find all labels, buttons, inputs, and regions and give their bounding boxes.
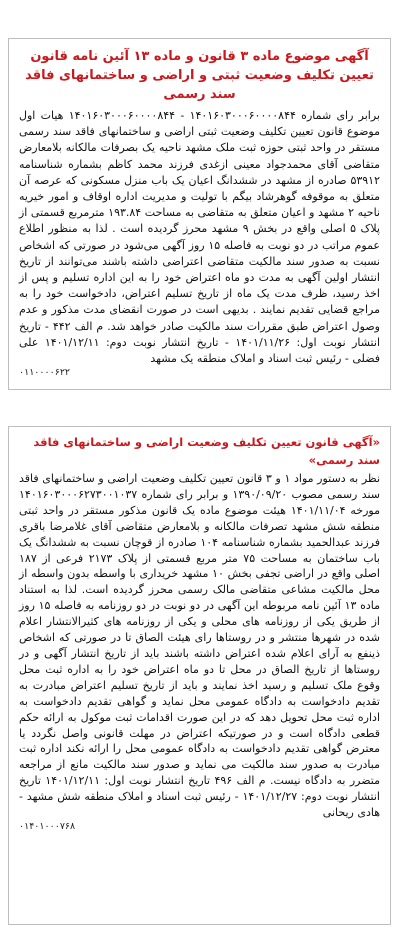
notice-1-code: ۰۱۱۰۰۰۰۶۲۲ bbox=[19, 367, 71, 379]
notice-1-body: برابر رای شماره ۱۴۰۱۶۰۳۰۰۰۶۰۰۰۰۸۴۴ - ۱۴۰۱۶۰۳۰۰۰۶۰۰۰۰۸۴۴ هیات اول موضوع قانون تعیین تکلیف وضعیت ثبتی اراضی و ساختمانهای فاقد سند رسمی مستقر در واحد ثبتی حوزه ثبت ملک مشهد ناحیه یک بصرفات مالکانه بلامعارض متقاضی آقای محمدجواد معینی ازغدی فرزند محمد کاظم بشماره شناسنامه ۵۳۹۱۲ صادره از مشهد در ششدانگ اعیان یک باب منزل مسکونی که عرصه آن متعلق به موقوفه گوهرشاد بیگم با تولیت و مدیریت اداره اوقاف و امور خیریه ناحیه ۲ مشهد و اعیان متعلق به متقاضی به مساحت ۱۹۳.۸۴ مترمربع قسمتی از پلاک ۵ اصلی واقع در بخش ۹ مشهد محرز گردیده است . لذا به منظور اطلاع عموم مراتب در دو نوبت به فاصله ۱۵ روز آگهی می‌شود در صورتی که اشخاص نسبت به صدور سند مالکیت متقاضی اعتراضی داشته باشند می‌توانند از تاریخ انتشار اولین آگهی به مدت دو ماه اعتراض خود را به این اداره تسلیم و پس از اخذ رسید، ظرف مدت یک ماه از تاریخ تسلیم اعتراض، دادخواست خود را به مراجع قضایی تقدیم نمایند . بدیهی است در صورت انقضای مدت مذکور و عدم وصول اعتراض طبق مقررات سند مالکیت صادر خواهد شد. م الف ۴۴۲ - تاریخ انتشار نوبت اول: ۱۴۰۱/۱۱/۲۶ - تاریخ انتشار نوبت دوم: ۱۴۰۱/۱۲/۱۱ علی فضلی - رئیس ثبت اسناد و املاک منطقه یک مشهد bbox=[19, 109, 380, 366]
notice-2 bbox=[8, 426, 391, 925]
notice-2-body: نظر به دستور مواد ۱ و ۳ قانون تعیین تکلیف وضعیت اراضی و ساختمانهای فاقد سند رسمی مصوب ۱۳۹۰/۰۹/۲۰ و برابر رای شماره ۱۴۰۱۶۰۳۰۰۰۶۲۷۳۰۰۱۰۳۷ مورخه ۱۴۰۱/۱۱/۰۴ هیئت موضوع ماده یک قانون مذکور مستقر در واحد ثبتی منطقه شش مشهد تصرفات مالکانه و بلامعارض متقاضی آقای غلامرضا باقری فرزند عبدالحمید بشماره شناسنامه ۱۰۴ صادره از قوچان نسبت به ششدانگ یک باب ساختمان به مساحت ۷۵ متر مربع قسمتی از پلاک ۲۱۷۳ فرعی از ۱۸۷ اصلی واقع در اراضی تجفی بخش ۱۰ مشهد خریداری با واسطه بدون واسطه از محل مالکیت مشاعی متقاضی مالک رسمی محرز گردیده است. لذا به استناد ماده ۱۳ آئین نامه مربوطه این آگهی در دو نوبت در دو روزنامه به فاصله ۱۵ روز از طریق یکی از روزنامه های محلی و یکی از روزنامه های کثیرالانتشار اعلام شده در شهرها منتشر و در روستاها رای هیئت الصاق تا در صورتی که اشخاص ذینفع به آرای اعلام شده اعتراض داشته باشند باید از تاریخ انتشار آگهی و در روستاها از تاریخ الصاق در محل تا دو ماه اعتراض خود را به اداره ثبت محل وقوع ملک تسلیم و رسید اخذ نمایند و باید از تاریخ تسلیم اعتراض مبادرت به تقدیم دادخواست به دادگاه عمومی محل نماید و گواهی تقدیم دادخواست به اداره ثبت محل تحویل دهد که در این صورت اقدامات ثبت موکول به ارائه حکم قطعی دادگاه است و در صورتیکه اعتراض در مهلت قانونی واصل نگردد یا معترض گواهی تقدیم دادخواست به دادگاه عمومی محل را ارائه نکند اداره ثبت مبادرت به صدور سند مالکیت می نماید و صدور سند مالکیت مانع از مراجعه متضرر به دادگاه نیست. م الف ۴۹۶ تاریخ انتشار نوبت اول: ۱۴۰۱/۱۲/۱۱ تاریخ انتشار نوبت دوم: ۱۴۰۱/۱۲/۲۷ - رئیس ثبت اسناد و املاک منطقه شش مشهد - هادی ریحانی bbox=[19, 472, 381, 820]
notice-1 bbox=[8, 38, 391, 390]
notice-2-title: «آگهی قانون تعیین تکلیف وضعیت اراضی و ساختمانهای فاقد سند رسمی» bbox=[33, 435, 380, 467]
notice-2-code: ۰۱۴۰۱۰۰۰۷۶۸ bbox=[19, 820, 76, 832]
notice-1-title: آگهی موضوع ماده ۳ قانون و ماده ۱۳ آئین نامه قانون تعیین تکلیف وضعیت ثبتی و اراضی و ساختمانهای فاقد سند رسمی bbox=[25, 49, 374, 102]
